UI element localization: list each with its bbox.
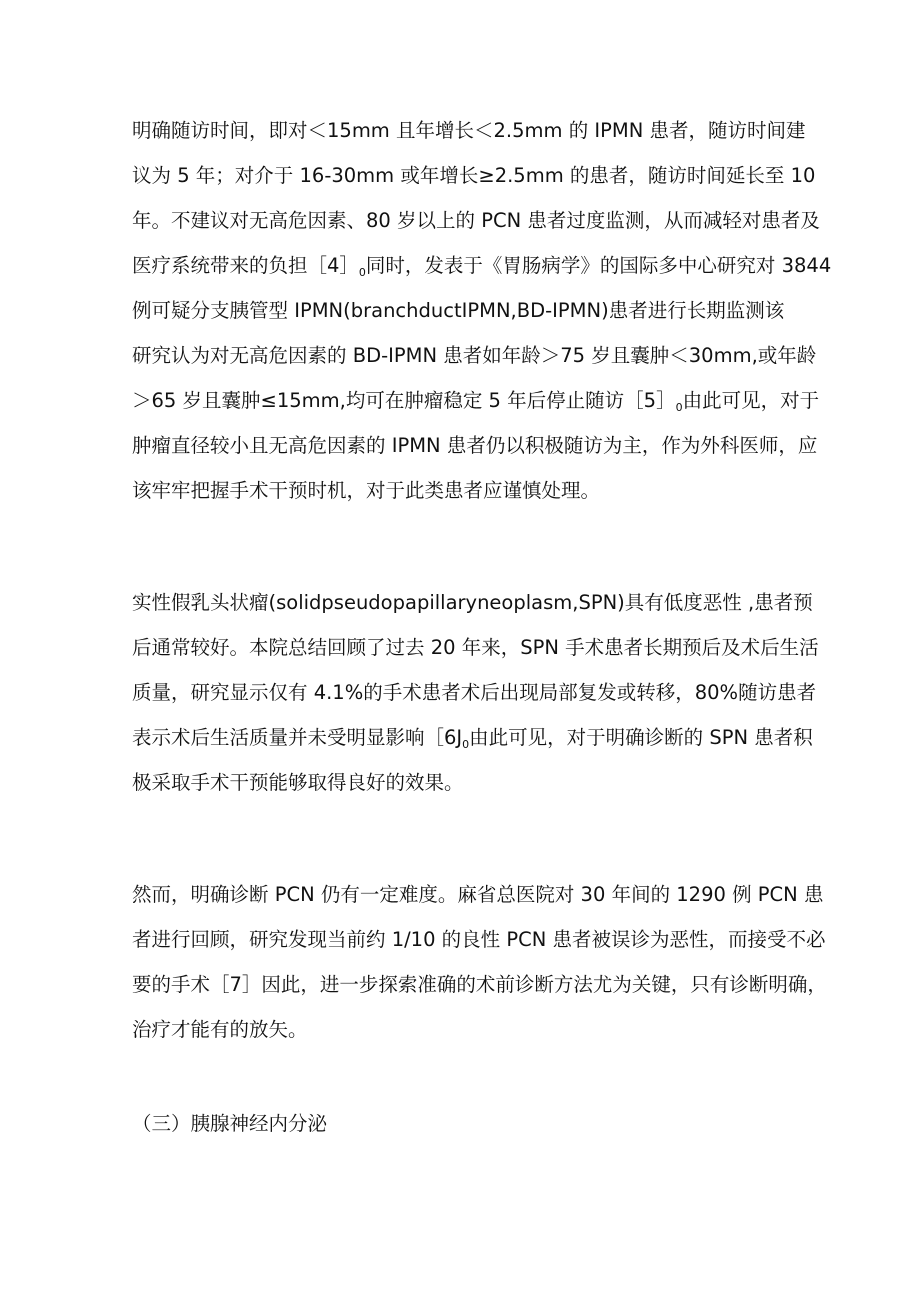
text-line: 后通常较好。本院总结回顾了过去 20 年来，SPN 手术患者长期预后及术后生活 (132, 636, 819, 659)
text-line: 该牢牢把握手术干预时机，对于此类患者应谨慎处理。 (132, 479, 601, 502)
text-line: 要的手术［7］因此，进一步探索准确的术前诊断方法尤为关键，只有诊断明确， (132, 973, 827, 996)
subscript-mark: 0 (675, 401, 683, 414)
text-line: 议为 5 年；对介于 16-30mm 或年增长≥2.5mm 的患者，随访时间延长至 10 (132, 164, 816, 187)
text-line: 实性假乳头状瘤(solidpseudopapillaryneoplasm,SPN)具有低度恶性 ,患者预 (132, 591, 813, 614)
text-line (132, 388, 819, 414)
subscript-mark: 0 (462, 738, 470, 751)
text-line: 年。不建议对无高危因素、80 岁以上的 PCN 患者过度监测，从而减轻对患者及 (132, 209, 820, 232)
text-segment: 由此可见，对于明确诊断的 SPN 患者积 (469, 726, 813, 749)
text-line: 例可疑分支胰管型 IPMN(branchductIPMN,BD-IPMN)患者进行长期监测该 (132, 299, 785, 322)
text-segment: 医疗系统带来的负担［4］ (132, 254, 359, 277)
text-line: 然而，明确诊断 PCN 仍有一定难度。麻省总医院对 30 年间的 1290 例 PCN 患 (132, 883, 824, 906)
text-line: 肿瘤直径较小且无高危因素的 IPMN 患者仍以积极随访为主，作为外科医师，应 (132, 434, 818, 457)
text-line: 极采取手术干预能够取得良好的效果。 (132, 771, 464, 794)
text-line (132, 253, 831, 279)
text-line: 研究认为对无高危因素的 BD-IPMN 患者如年龄＞75 岁且囊肿＜30mm,或年龄 (132, 344, 817, 367)
subscript-mark: 0 (358, 266, 366, 279)
text-line: 明确随访时间，即对＜15mm 且年增长＜2.5mm 的 IPMN 患者，随访时间建 (132, 119, 806, 142)
text-segment: 同时，发表于《胃肠病学》的国际多中心研究对 3844 (365, 254, 832, 277)
text-line: 者进行回顾，研究发现当前约 1/10 的良性 PCN 患者被误诊为恶性，而接受不必 (132, 928, 826, 951)
text-segment: ＞65 岁且囊肿≤15mm,均可在肿瘤稳定 5 年后停止随访［5］ (132, 389, 676, 412)
text-line: 质量，研究显示仅有 4.1%的手术患者术后出现局部复发或转移，80%随访患者 (132, 681, 817, 704)
text-line (132, 725, 813, 751)
text-line: 治疗才能有的放矢。 (132, 1018, 308, 1041)
text-segment: 由此可见，对于 (682, 389, 820, 412)
text-segment: 表示术后生活质量并未受明显影响［6J (132, 726, 463, 749)
section-heading: （三）胰腺神经内分泌 (132, 1112, 328, 1135)
